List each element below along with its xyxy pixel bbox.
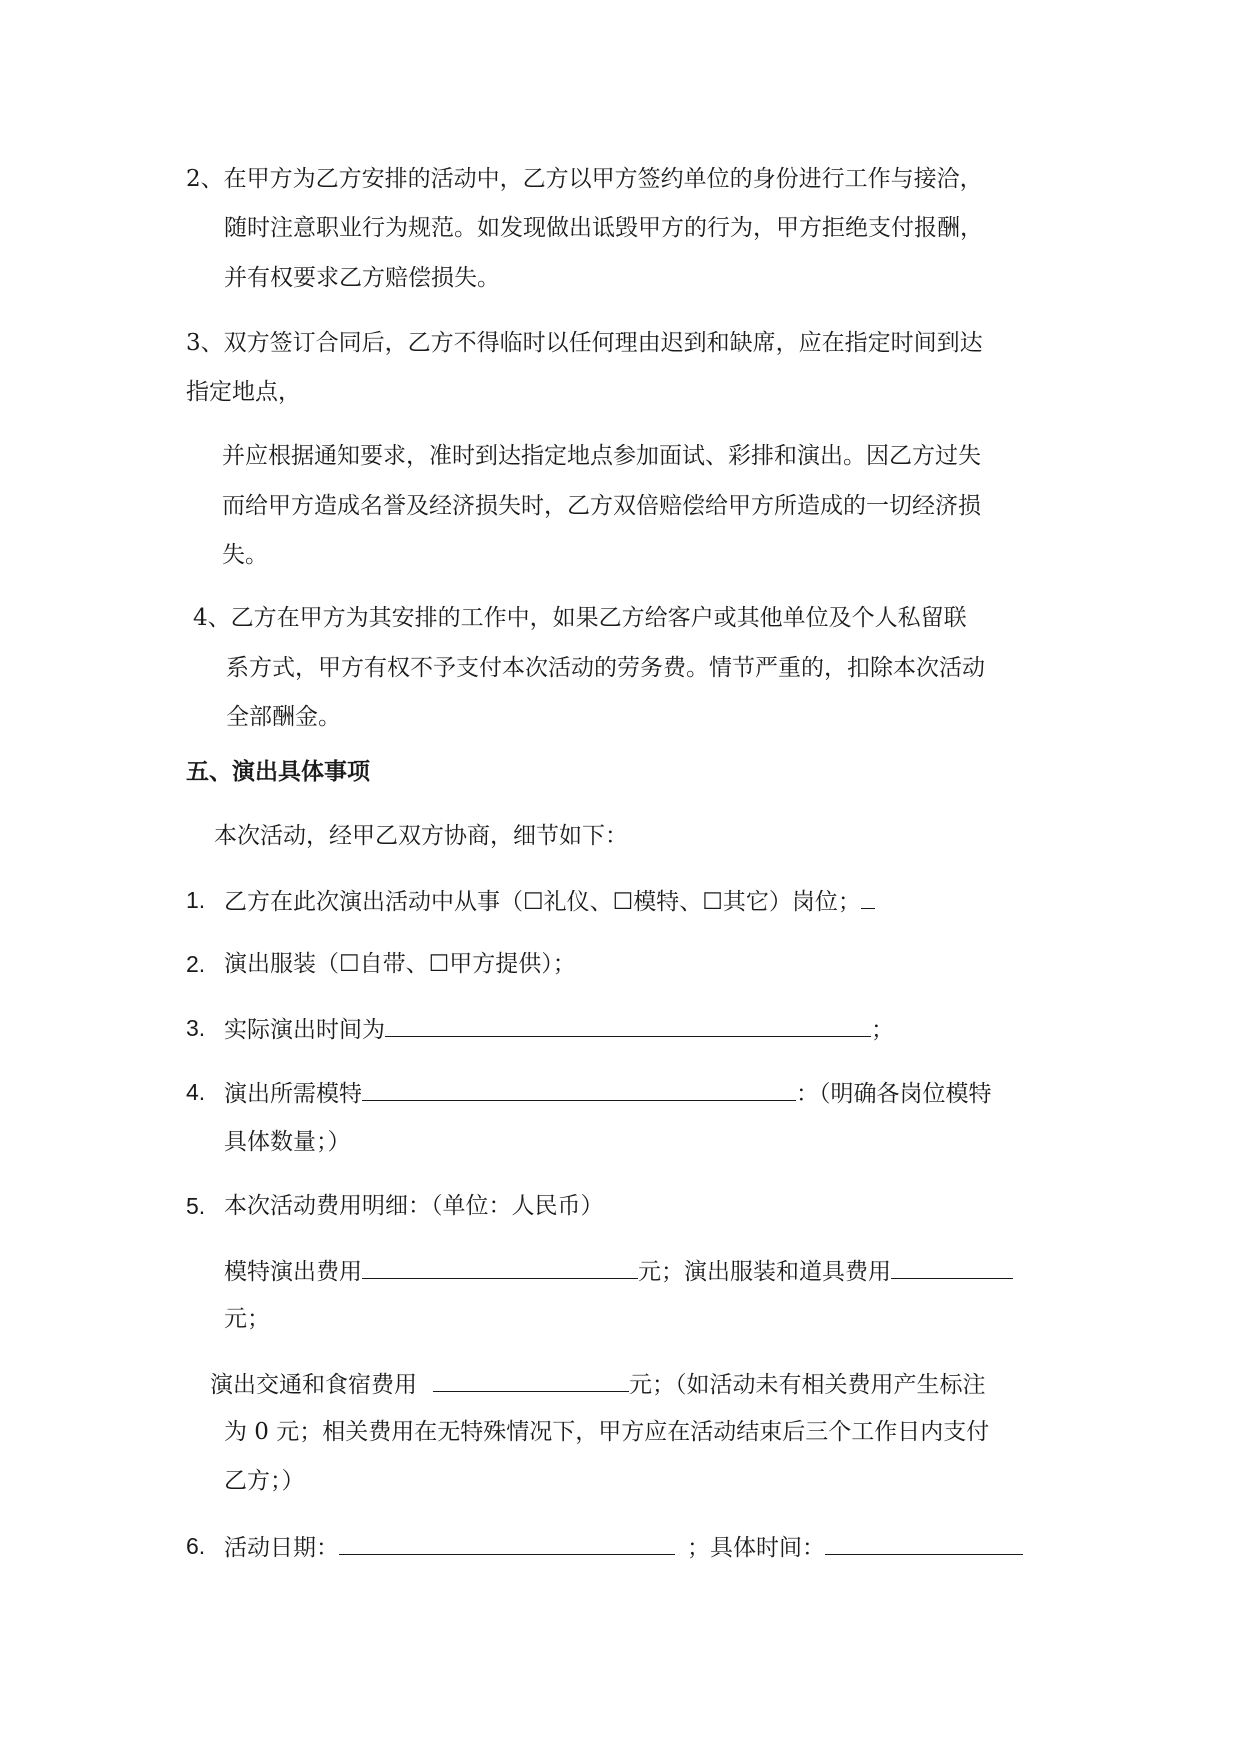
clause-2-line-3: 并有权要求乙方赔偿损失。	[224, 265, 500, 291]
model-fee-blank[interactable]	[362, 1254, 638, 1279]
item-1-text	[224, 884, 875, 918]
fee-line-2	[210, 1367, 986, 1401]
fee-line-2-cont: 为 0 元；相关费用在无特殊情况下，甲方应在活动结束后三个工作日内支付	[224, 1419, 990, 1445]
clause-3-line-5: 失。	[222, 542, 268, 568]
clause-3-line-1: 3、双方签订合同后，乙方不得临时以任何理由迟到和缺席，应在指定时间到达	[186, 330, 983, 356]
travel-fee-unit: 元；（如活动未有相关费用产生标注	[629, 1372, 986, 1398]
activity-date-blank[interactable]	[339, 1530, 675, 1555]
item-3-end: ；	[871, 1017, 894, 1043]
item-6-text	[224, 1530, 1023, 1564]
clause-3-line-2: 指定地点，	[186, 379, 301, 405]
item-2-number: 2.	[186, 951, 206, 977]
item-4-number: 4.	[186, 1079, 206, 1105]
costume-fee-label: 元；演出服装和道具费用	[638, 1259, 891, 1285]
clause-2-line-2: 随时注意职业行为规范。如发现做出诋毁甲方的行为，甲方拒绝支付报酬，	[224, 215, 983, 241]
clause-4-line-1: 4、乙方在甲方为其安排的工作中，如果乙方给客户或其他单位及个人私留联	[193, 605, 967, 631]
item-1-blank[interactable]	[861, 884, 875, 909]
item-3-number: 3.	[186, 1015, 206, 1041]
section-5-heading: 五、演出具体事项	[186, 759, 370, 785]
item-5-text: 本次活动费用明细：（单位：人民币）	[224, 1193, 604, 1219]
item-4-label: 演出所需模特	[224, 1081, 362, 1107]
item-2-text: 演出服装（☐自带、☐甲方提供）；	[224, 951, 576, 977]
specific-time-label: ；具体时间：	[687, 1535, 825, 1561]
item-6-number: 6.	[186, 1533, 206, 1559]
item-3-blank[interactable]	[385, 1012, 871, 1037]
item-1-label: 乙方在此次演出活动中从事（☐礼仪、☐模特、☐其它）岗位；	[224, 889, 861, 915]
fee-line-2-tail: 乙方；）	[224, 1468, 305, 1494]
item-1-number: 1.	[186, 887, 206, 913]
clause-3-line-3: 并应根据通知要求，准时到达指定地点参加面试、彩排和演出。因乙方过失	[222, 443, 981, 469]
item-4-blank[interactable]	[362, 1076, 796, 1101]
clause-4-line-2: 系方式，甲方有权不予支付本次活动的劳务费。情节严重的，扣除本次活动	[226, 655, 985, 681]
clause-3-line-4: 而给甲方造成名誉及经济损失时，乙方双倍赔偿给甲方所造成的一切经济损	[222, 493, 981, 519]
fee-line-1-tail: 元；	[224, 1306, 270, 1332]
clause-2-line-1: 2、在甲方为乙方安排的活动中，乙方以甲方签约单位的身份进行工作与接洽，	[186, 166, 983, 192]
costume-fee-blank[interactable]	[891, 1254, 1013, 1279]
item-4-text	[224, 1076, 992, 1110]
item-4-end: ：（明确各岗位模特	[796, 1081, 992, 1107]
travel-fee-label: 演出交通和食宿费用	[210, 1372, 417, 1398]
specific-time-blank[interactable]	[825, 1530, 1023, 1555]
item-3-text	[224, 1012, 894, 1046]
model-fee-label: 模特演出费用	[224, 1259, 362, 1285]
clause-4-line-3: 全部酬金。	[226, 704, 341, 730]
travel-fee-blank[interactable]	[433, 1367, 629, 1392]
item-4-line-2: 具体数量；）	[224, 1129, 351, 1155]
fee-line-1	[224, 1254, 1013, 1288]
activity-date-label: 活动日期：	[224, 1535, 339, 1561]
item-5-number: 5.	[186, 1193, 206, 1219]
item-3-label: 实际演出时间为	[224, 1017, 385, 1043]
section-5-intro: 本次活动，经甲乙双方协商，细节如下：	[214, 823, 628, 849]
